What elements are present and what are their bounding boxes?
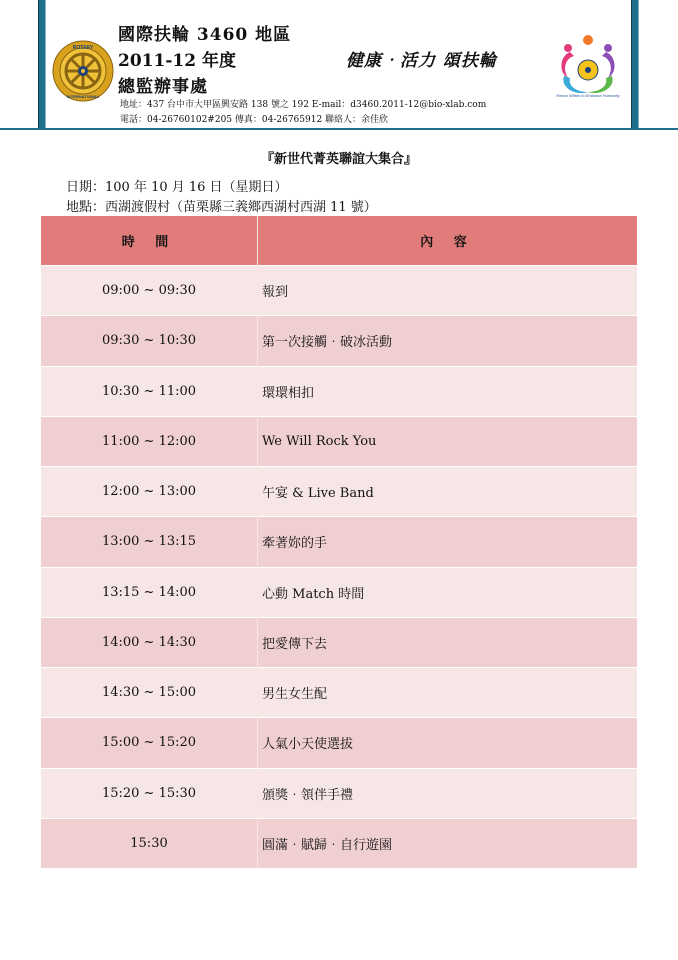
header-divider — [0, 128, 678, 130]
table-row — [41, 768, 637, 818]
table-row — [41, 266, 637, 316]
content-cell: 人氣小天使選拔 — [258, 718, 638, 768]
content-cell: 午宴 & Live Band — [258, 467, 638, 517]
time-cell: 09:30 ~ 10:30 — [41, 316, 258, 366]
content-cell: 把愛傳下去 — [258, 617, 638, 667]
content-cell: 報到 — [258, 266, 638, 316]
table-row — [41, 617, 637, 667]
table-row — [41, 467, 637, 517]
office-title: 總監辦事處 — [118, 77, 208, 97]
header-left-bar — [38, 0, 46, 128]
table-row — [41, 567, 637, 617]
svg-text:ROTARY: ROTARY — [72, 45, 94, 51]
content-cell: 圓滿‧賦歸‧自行遊園 — [258, 818, 638, 868]
time-cell: 11:00 ~ 12:00 — [41, 416, 258, 466]
content-cell: 男生女生配 — [258, 668, 638, 718]
header-right-bar — [631, 0, 639, 128]
content-cell: 心動 Match 時間 — [258, 567, 638, 617]
year-title: 2011-12 年度 — [118, 51, 236, 71]
phone-line: 電話：04-26760102#205 傳真：04-26765912 聯絡人：余佳欣 — [120, 115, 389, 125]
time-cell: 13:15 ~ 14:00 — [41, 567, 258, 617]
event-date: 日期：100 年 10 月 16 日（星期日） — [66, 180, 288, 195]
time-cell: 12:00 ~ 13:00 — [41, 467, 258, 517]
content-cell: 牽著妳的手 — [258, 517, 638, 567]
content-cell: 第一次接觸‧破冰活動 — [258, 316, 638, 366]
table-row — [41, 718, 637, 768]
time-column-header: 時 間 — [41, 216, 258, 266]
address-line: 地址：437 台中市大甲區興安路 138 號之 192 E-mail：d3460.2011-12@bio-xlab.com — [120, 100, 487, 110]
time-cell: 15:00 ~ 15:20 — [41, 718, 258, 768]
table-row — [41, 416, 637, 466]
table-row — [41, 668, 637, 718]
table-row — [41, 517, 637, 567]
time-cell: 14:30 ~ 15:00 — [41, 668, 258, 718]
time-cell: 14:00 ~ 14:30 — [41, 617, 258, 667]
schedule-header-row — [41, 216, 637, 266]
table-row — [41, 818, 637, 868]
time-cell: 13:00 ~ 13:15 — [41, 517, 258, 567]
slogan: 健康‧活力 頌扶輪 — [346, 51, 497, 71]
content-cell: 環環相扣 — [258, 366, 638, 416]
time-cell: 15:20 ~ 15:30 — [41, 768, 258, 818]
document-title: 『新世代菁英聯誼大集合』 — [260, 152, 417, 167]
table-row — [41, 316, 637, 366]
content-cell: 頒獎‧領伴手禮 — [258, 768, 638, 818]
table-row — [41, 366, 637, 416]
rotary-wheel-icon — [52, 40, 114, 102]
schedule-table — [41, 216, 637, 868]
content-column-header: 內 容 — [258, 216, 638, 266]
org-title: 國際扶輪 3460 地區 — [118, 25, 292, 45]
time-cell: 10:30 ~ 11:00 — [41, 366, 258, 416]
svg-text:INTERNATIONAL: INTERNATIONAL — [66, 94, 100, 99]
time-cell: 15:30 — [41, 818, 258, 868]
time-cell: 09:00 ~ 09:30 — [41, 266, 258, 316]
reach-within-people-icon — [550, 32, 626, 102]
content-cell: We Will Rock You — [258, 416, 638, 466]
event-place: 地點：西湖渡假村（苗栗縣三義鄉西湖村西湖 11 號） — [66, 200, 377, 215]
brand-caption: Reach Within to Embrace Humanity — [556, 93, 620, 98]
